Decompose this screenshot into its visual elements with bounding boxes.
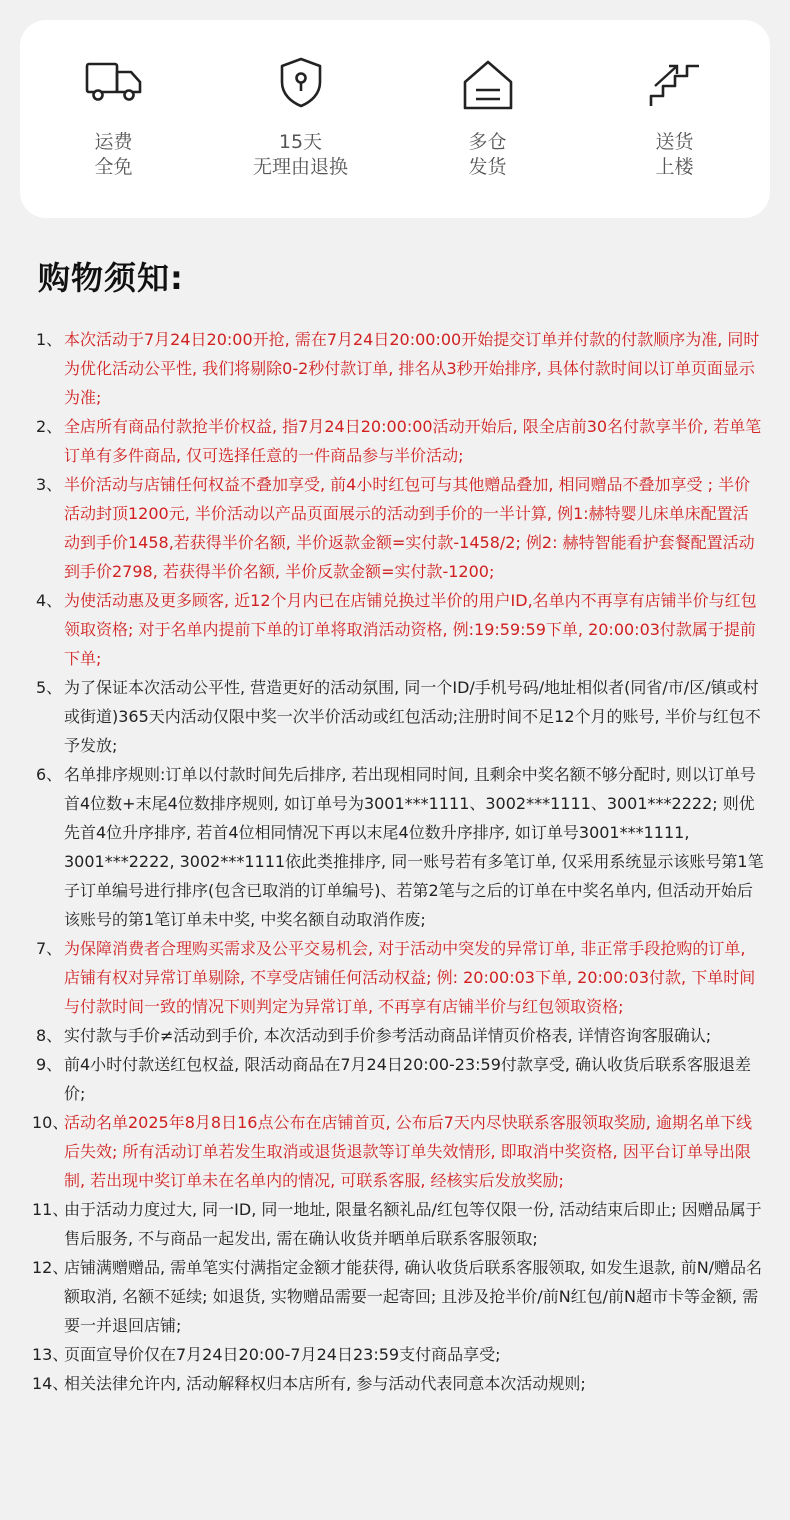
notice-item: [36, 673, 764, 760]
notice-item: [36, 412, 764, 470]
notice-item: [32, 1340, 764, 1369]
notice-item: [36, 934, 764, 1021]
notice-item: [36, 325, 764, 412]
benefit-free-shipping: [20, 20, 207, 218]
notice-item-text: 活动名单2025年8月8日16点公布在店铺首页, 公布后7天内尽快联系客服领取奖励, 逾期名单下线后失效; 所有活动订单若发生取消或退货退款等订单失效情形, 即取消中奖资格, 因平台订单导出限制, 若出现中奖订单未在名单内的情况, 可联系客服, 经核实后发放奖励;: [64, 1113, 752, 1190]
notice-item-number: 9、: [36, 1055, 63, 1074]
notice-item-number: 2、: [36, 417, 63, 436]
stairs-icon: [647, 62, 703, 110]
benefit-label: 运费 全免: [94, 131, 133, 178]
notice-item-text: 为保障消费者合理购买需求及公平交易机会, 对于活动中突发的异常订单, 非正常手段抢购的订单, 店铺有权对异常订单剔除, 不享受店铺任何活动权益; 例: 20:00:03下单, 20:00:03付款, 下单时间与付款时间一致的情况下则判定为异常订单, 不再享有店铺半价与红包领取资格;: [64, 939, 756, 1016]
notice-item-text: 为了保证本次活动公平性, 营造更好的活动氛围, 同一个ID/手机号码/地址相似者(同省/市/区/镇或村或街道)365天内活动仅限中奖一次半价活动或红包活动;注册时间不足12个月的账号, 半价与红包不予发放;: [64, 678, 761, 755]
notice-item: [32, 1195, 764, 1253]
notice-item-text: 半价活动与店铺任何权益不叠加享受, 前4小时红包可与其他赠品叠加, 相同赠品不叠加享受 ; 半价活动封顶1200元, 半价活动以产品页面展示的活动到手价的一半计算, 例1:赫特婴儿床单床配置活动到手价1458,若获得半价名额, 半价返款金额=实付款-1458/2; 例2: 赫特智能看护套餐配置活动到手价2798, 若获得半价名额, 半价反款金额=实付款-1200;: [64, 475, 755, 581]
notice-item-number: 6、: [36, 765, 63, 784]
notice-list: [32, 325, 764, 1398]
notice-item-text: 页面宣导价仅在7月24日20:00-7月24日23:59支付商品享受;: [64, 1345, 501, 1364]
notice-item-text: 前4小时付款送红包权益, 限活动商品在7月24日20:00-23:59付款享受, 确认收货后联系客服退差价;: [64, 1055, 752, 1103]
notice-item: [32, 1253, 764, 1340]
notice-item-text: 名单排序规则:订单以付款时间先后排序, 若出现相同时间, 且剩余中奖名额不够分配时, 则以订单号首4位数+末尾4位数排序规则, 如订单号为3001***1111、3002***1111、3001***2222; 则优先首4位升序排序, 若首4位相同情况下再以末尾4位数升序排序, 如订单号3001***1111, 3001***2222, 3002***1111依此类推排序, 同一账号若有多笔订单, 仅采用系统显示该账号第1笔子订单编号进行排序(包含已取消的订单编号)、若第2笔与之后的订单在中奖名单内, 但活动开始后该账号的第1笔订单未中奖, 中奖名额自动取消作废;: [64, 765, 764, 929]
warehouse-icon: [461, 58, 515, 112]
benefit-warehouse: [394, 20, 581, 218]
benefit-label: 送货 上楼: [655, 131, 694, 178]
notice-item-number: 14、: [32, 1374, 69, 1393]
truck-icon: [85, 60, 143, 102]
notice-item-text: 实付款与手价≠活动到手价, 本次活动到手价参考活动商品详情页价格表, 详情咨询客服确认;: [64, 1026, 712, 1045]
notice-item-number: 7、: [36, 939, 63, 958]
notice-item-number: 11、: [32, 1200, 69, 1219]
notice-item-number: 12、: [32, 1258, 69, 1277]
notice-item-number: 13、: [32, 1345, 69, 1364]
notice-item: [36, 760, 764, 934]
notice-item: [36, 1021, 764, 1050]
notice-item-text: 由于活动力度过大, 同一ID, 同一地址, 限量名额礼品/红包等仅限一份, 活动结束后即止; 因赠品属于售后服务, 不与商品一起发出, 需在确认收货并晒单后联系客服领取;: [64, 1200, 762, 1248]
notice-item: [32, 1108, 764, 1195]
notice-item: [36, 586, 764, 673]
notice-item-number: 3、: [36, 475, 63, 494]
page-title: 购物须知:: [38, 259, 184, 297]
notice-item-text: 店铺满赠赠品, 需单笔实付满指定金额才能获得, 确认收货后联系客服领取, 如发生退款, 前N/赠品名额取消, 名额不延续; 如退货, 实物赠品需要一起寄回; 且涉及抢半价/前N红包/前N超市卡等金额, 需要一并退回店铺;: [64, 1258, 763, 1335]
notice-item-text: 全店所有商品付款抢半价权益, 指7月24日20:00:00活动开始后, 限全店前30名付款享半价, 若单笔订单有多件商品, 仅可选择任意的一件商品参与半价活动;: [64, 417, 762, 465]
notice-item: [36, 470, 764, 586]
notice-item-number: 5、: [36, 678, 63, 697]
benefit-label: 15天 无理由退换: [252, 131, 348, 178]
notice-item-number: 4、: [36, 591, 63, 610]
notice-item: [32, 1369, 764, 1398]
notice-item-number: 10、: [32, 1113, 69, 1132]
shield-icon: [278, 56, 324, 108]
notice-item-text: 相关法律允许内, 活动解释权归本店所有, 参与活动代表同意本次活动规则;: [64, 1374, 586, 1393]
benefit-delivery-upstairs: [581, 20, 768, 218]
benefit-label: 多仓 发货: [468, 131, 507, 178]
notice-item-number: 1、: [36, 330, 63, 349]
benefit-return: [207, 20, 394, 218]
notice-item-number: 8、: [36, 1026, 63, 1045]
notice-item-text: 为使活动惠及更多顾客, 近12个月内已在店铺兑换过半价的用户ID,名单内不再享有店铺半价与红包领取资格; 对于名单内提前下单的订单将取消活动资格, 例:19:59:59下单, 20:00:03付款属于提前下单;: [64, 591, 757, 668]
notice-item: [36, 1050, 764, 1108]
notice-item-text: 本次活动于7月24日20:00开抢, 需在7月24日20:00:00开始提交订单并付款的付款顺序为准, 同时为优化活动公平性, 我们将剔除0-2秒付款订单, 排名从3秒开始排序, 具体付款时间以订单页面显示为准;: [64, 330, 760, 407]
benefits-card: [20, 20, 770, 218]
